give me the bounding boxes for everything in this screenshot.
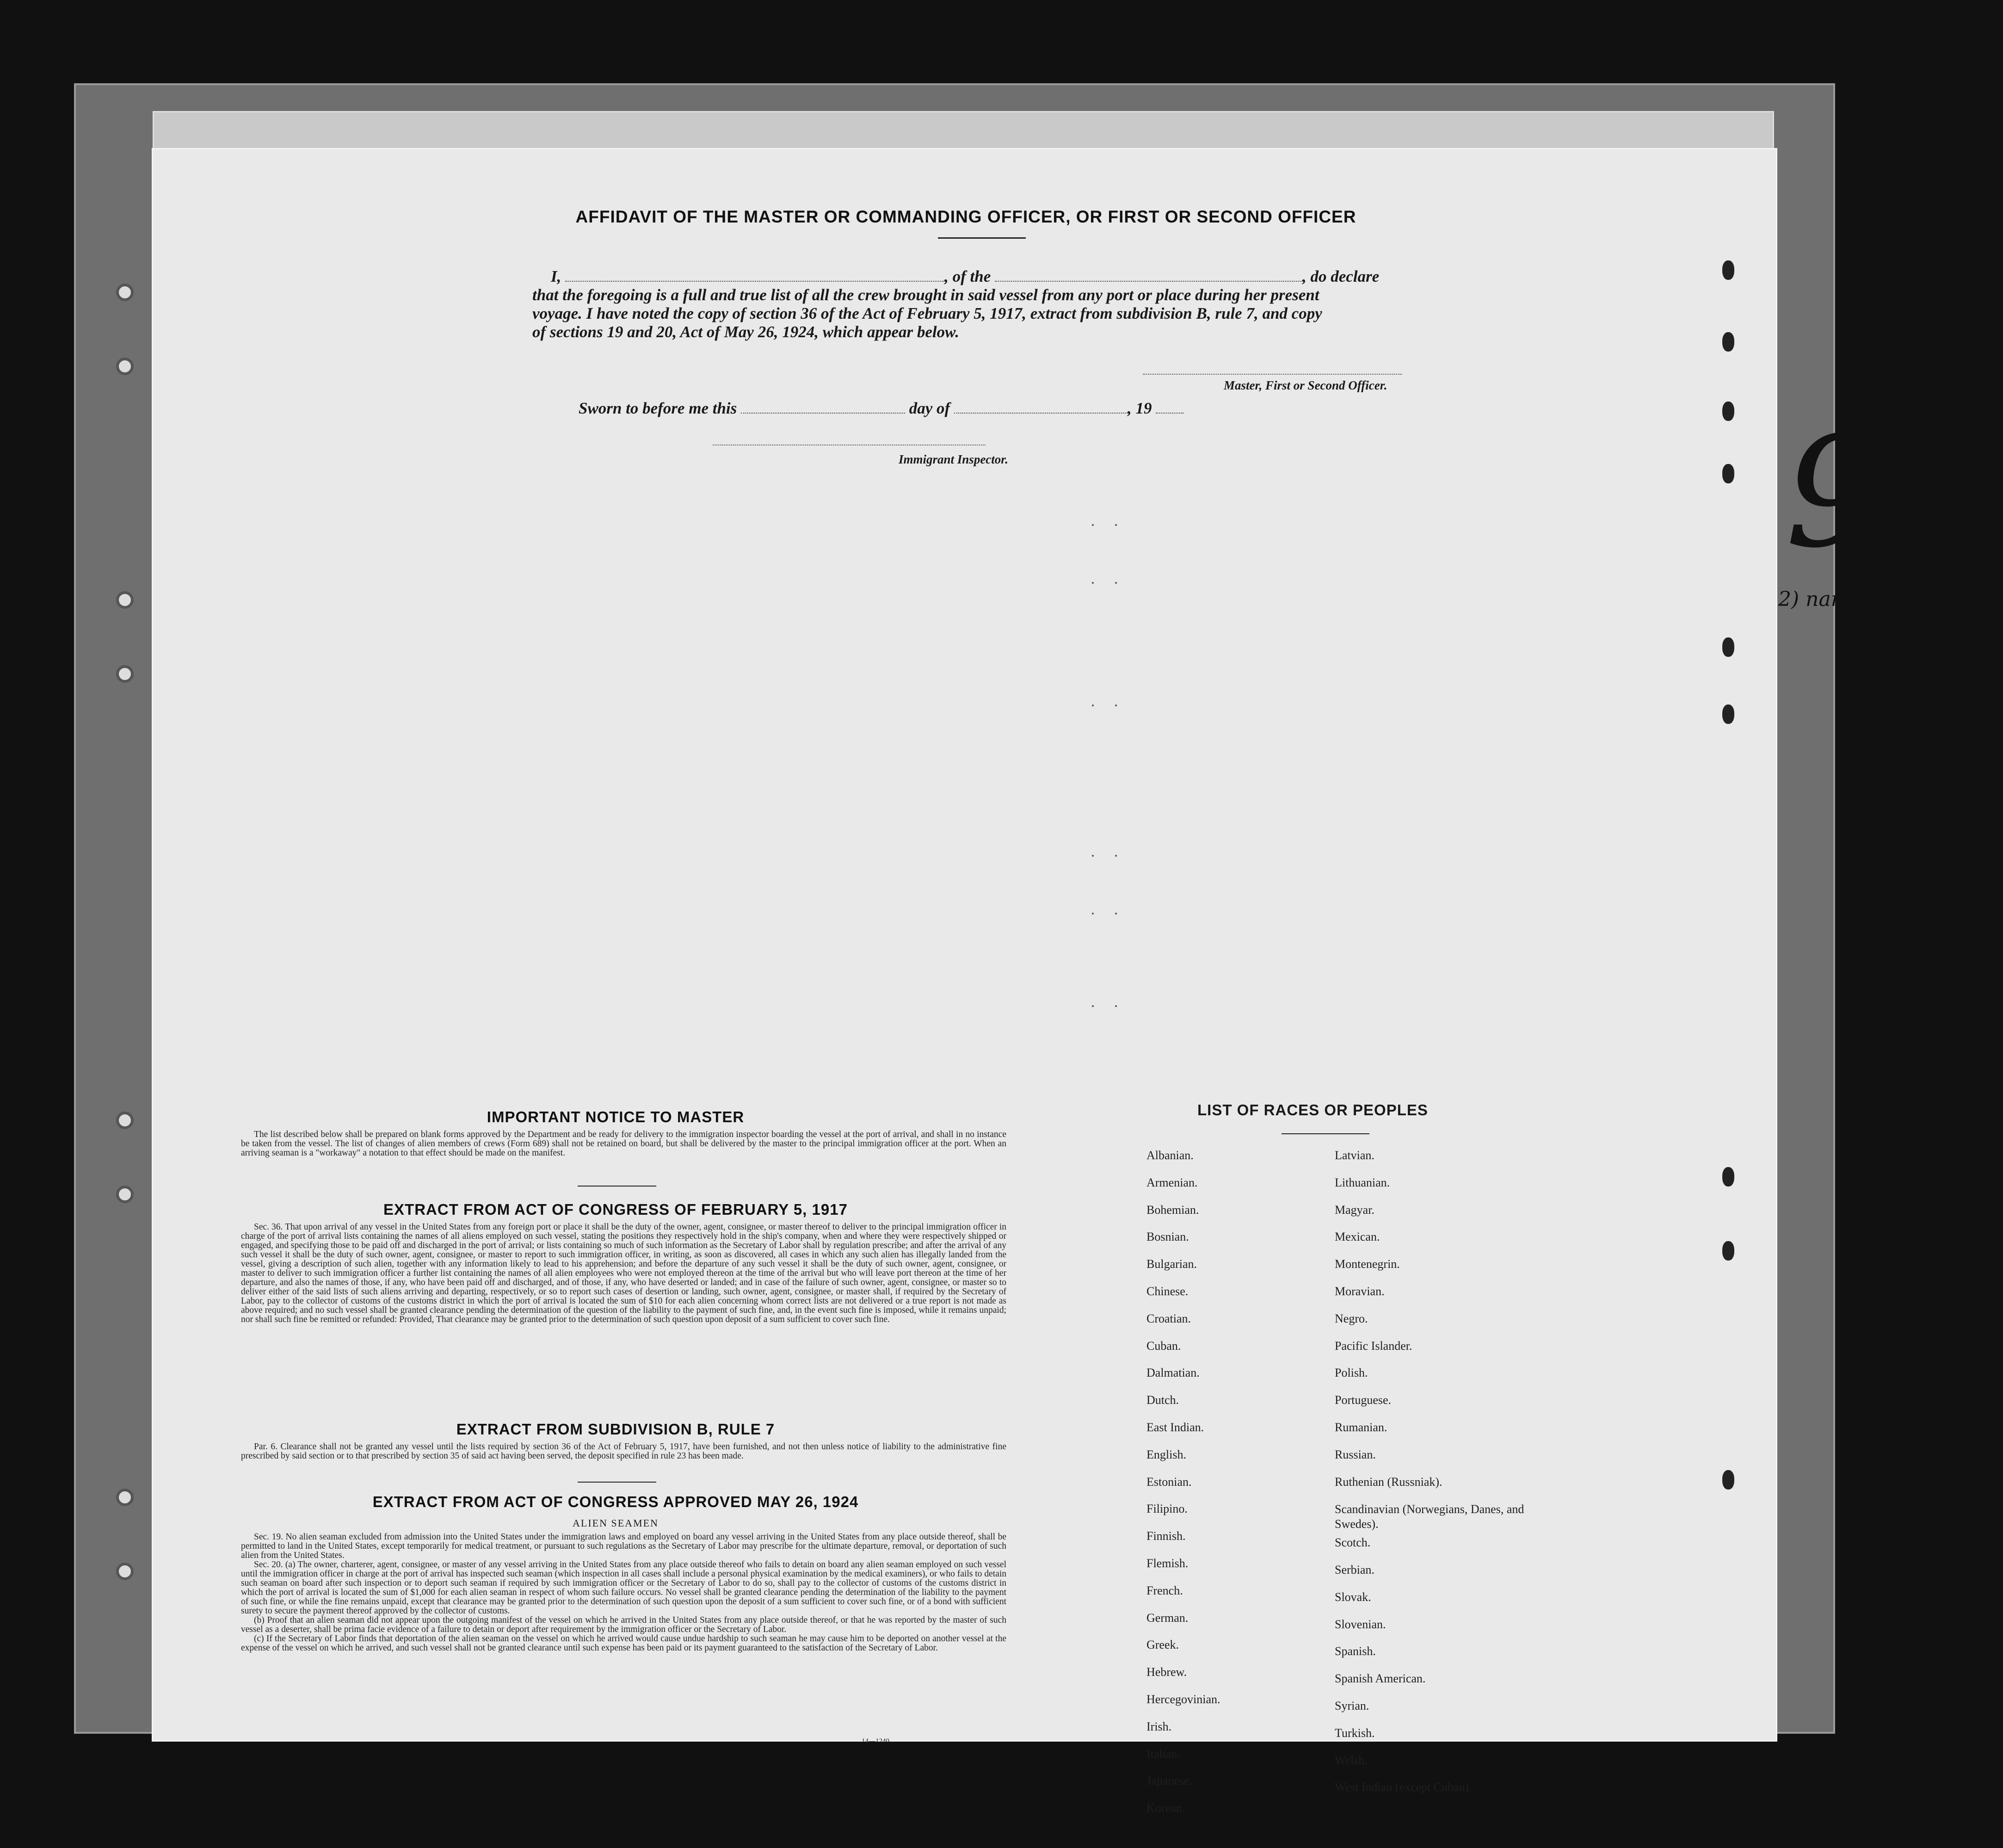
binder-clip [1722, 464, 1734, 483]
race-item: German. [1146, 1611, 1189, 1625]
race-item: Finnish. [1146, 1529, 1186, 1543]
race-item: Montenegrin. [1335, 1257, 1400, 1271]
race-item: Albanian. [1146, 1149, 1194, 1162]
race-item: Greek. [1146, 1638, 1179, 1651]
extract-1917-text [241, 1223, 1006, 1324]
master-signature-label: Master, First or Second Officer. [1224, 378, 1387, 392]
race-item: Lithuanian. [1335, 1176, 1390, 1189]
binder-clip [1722, 1241, 1734, 1261]
sworn-label: Sworn to before me this [579, 399, 737, 417]
page-speck [1092, 855, 1094, 857]
sworn-day-field[interactable] [741, 402, 905, 414]
sec-20b-paragraph: (b) Proof that an alien seaman did not appear upon the outgoing manifest of the vessel on which he arrived in the United States from any place outside thereof, or that he was reported by the master of such vessel as a deserter, shall be prima facie evidence of a failure to detain or deport after requirement by the immigration officer or the Secretary of Labor. [241, 1615, 1006, 1634]
race-item: Mexican. [1335, 1230, 1380, 1243]
page-speck [1092, 582, 1094, 584]
race-item: Armenian. [1146, 1176, 1198, 1189]
form-page [152, 148, 1777, 1815]
binder-clip [1722, 637, 1734, 657]
page-speck [1092, 1005, 1094, 1007]
race-item: Portuguese. [1335, 1393, 1392, 1407]
race-item: Japanese. [1146, 1774, 1192, 1787]
race-item: Italian. [1146, 1747, 1180, 1761]
race-item: Bulgarian. [1146, 1257, 1197, 1271]
race-item: Cuban. [1146, 1339, 1181, 1353]
sworn-line [579, 399, 1183, 418]
vessel-name-field[interactable] [995, 270, 1302, 282]
binder-hole [116, 358, 134, 375]
page-speck [1092, 913, 1094, 915]
extract-1924-text [241, 1533, 1006, 1653]
race-item: East Indian. [1146, 1421, 1204, 1434]
alien-seamen-subtitle: ALIEN SEAMEN [573, 1517, 659, 1529]
race-item: Russian. [1335, 1448, 1376, 1461]
page-speck [1092, 524, 1094, 526]
section-rule [578, 1482, 656, 1483]
affidavit-title: AFFIDAVIT OF THE MASTER OR COMMANDING OFFICER, OR FIRST OR SECOND OFFICER [575, 207, 1356, 226]
sworn-year-field[interactable] [1156, 402, 1183, 414]
page-speck [1115, 582, 1117, 584]
binder-clip [1722, 705, 1734, 724]
notice-paragraph: The list described below shall be prepared on blank forms approved by the Department and be ready for delivery to the immigration inspector boarding the vessel at the port of arrival, and shall in no instance be taken from the vessel. The list of changes of alien members of crews (Form 689) shall not be retained on board, but shall be delivered by the master to the principal immigration officer at the port. When an arriving seaman is a "workaway" a notation to that effect should be made on the manifest. [241, 1130, 1006, 1158]
binder-clip [1722, 402, 1734, 421]
race-item: Hebrew. [1146, 1665, 1187, 1679]
binder-clip [1722, 1470, 1734, 1490]
handwritten-note: 2) names [1778, 587, 1873, 611]
race-item: Irish. [1146, 1720, 1172, 1733]
race-item: Croatian. [1146, 1312, 1191, 1325]
race-item: Polish. [1335, 1366, 1368, 1379]
binder-hole [116, 591, 134, 609]
race-item: Bosnian. [1146, 1230, 1189, 1243]
race-item: Flemish. [1146, 1557, 1189, 1570]
sec-36-paragraph: Sec. 36. That upon arrival of any vessel in the United States from any foreign port or place it shall be the duty of the owner, agent, consignee, or master thereof to deliver to the principal immigration officer in charge of the port of arrival lists containing the names of all aliens employed on such vessel, stating the positions they respectively hold in the ship's company, when and where they were respectively shipped or engaged, and specifying those to be paid off and discharged in the port of arrival; or lists containing so much of such information as the Secretary of Labor shall by regulation prescribe; and after the arrival of any such vessel it shall be the duty of such owner, agent, consignee, or master to report to such immigration officer, in writing, as soon as discovered, all cases in which any such alien has illegally landed from the vessel, giving a description of such alien, together with any information likely to lead to his apprehension; and before the departure of any such vessel it shall be the duty of such owner, agent, consignee, or master to deliver to such immigration officer a further list containing the names of all alien employees who were not employed thereon at the time of the arrival but who will leave port thereon at the time of her departure, and also the names of those, if any, who have been paid off and discharged, and of those, if any, who have deserted or landed; and in case of the failure of such owner, agent, consignee, or master so to deliver either of the said lists of such aliens arriving and departing, respectively, or so to report such cases of desertion or landing, such owner, agent, consignee, or master shall, if required by the Secretary of Labor, pay to the collector of customs of the customs district in which the port of arrival is located the sum of $10 for each alien concerning whom correct lists are not delivered or a true report is not made as above required; and no such vessel shall be granted clearance pending the determination of the question of the liability to the payment of such fine, and, in the event such fine is imposed, while it remains unpaid; nor shall such fine be remitted or refunded: Provided, That clearance may be granted prior to the determination of such question upon deposit of a sum sufficient to cover such fine. [241, 1222, 1006, 1324]
master-signature-field[interactable] [1143, 374, 1402, 375]
race-item: Syrian. [1335, 1699, 1369, 1712]
page-speck [1092, 705, 1094, 706]
race-item: Magyar. [1335, 1203, 1374, 1217]
page-speck [1115, 855, 1117, 857]
declarant-name-field[interactable] [565, 270, 944, 282]
rule7-text [241, 1442, 1006, 1461]
race-item: Dalmatian. [1146, 1366, 1200, 1379]
binder-hole [116, 1563, 134, 1580]
inspector-signature-label: Immigrant Inspector. [899, 452, 1009, 466]
rule7-title: EXTRACT FROM SUBDIVISION B, RULE 7 [456, 1421, 775, 1438]
par-6-paragraph: Par. 6. Clearance shall not be granted any vessel until the lists required by section 36 of the Act of February 5, 1917, have been furnished, and not then unless notice of liability to the administrative fine prescribed by said section or to that prescribed by section 35 of said act having been served, the deposit specified in rule 23 has been made. [241, 1442, 1006, 1461]
handwritten-number: 9 [1785, 404, 1882, 581]
page-speck [1115, 913, 1117, 915]
race-item: Chinese. [1146, 1285, 1189, 1298]
race-item: Spanish. [1335, 1644, 1376, 1658]
declarant-label: I, [551, 267, 561, 285]
year-label: , 19 [1127, 399, 1152, 417]
race-item: Filipino. [1146, 1502, 1188, 1515]
race-item: Estonian. [1146, 1475, 1192, 1489]
binder-hole [116, 1186, 134, 1203]
race-item: Scotch. [1335, 1536, 1371, 1549]
sworn-month-field[interactable] [954, 402, 1128, 414]
binder-clip [1722, 332, 1734, 352]
notice-title: IMPORTANT NOTICE TO MASTER [487, 1108, 745, 1125]
race-item: Hercegovinian. [1146, 1693, 1220, 1706]
page-speck [1115, 705, 1117, 706]
extract-1917-title: EXTRACT FROM ACT OF CONGRESS OF FEBRUARY 5, 1917 [383, 1201, 848, 1218]
extract-1924-title: EXTRACT FROM ACT OF CONGRESS APPROVED MAY 26, 1924 [372, 1493, 859, 1510]
declaration-line-2: that the foregoing is a full and true list of all the crew brought in said vessel from any port or place during her present [532, 286, 1319, 304]
binder-hole [116, 665, 134, 683]
race-item: Spanish American. [1335, 1672, 1426, 1685]
race-item: Rumanian. [1335, 1421, 1387, 1434]
notice-text [241, 1130, 1006, 1158]
race-item: Turkish. [1335, 1726, 1375, 1740]
race-item: Korean. [1146, 1801, 1185, 1815]
race-item: French. [1146, 1584, 1183, 1597]
race-item: Ruthenian (Russniak). [1335, 1475, 1442, 1489]
binder-hole [116, 284, 134, 301]
race-item: Moravian. [1335, 1285, 1385, 1298]
declaration-line-1 [551, 267, 1379, 286]
races-title: LIST OF RACES OR PEOPLES [1197, 1101, 1428, 1119]
binder-clip [1722, 260, 1734, 280]
race-item: English. [1146, 1448, 1186, 1461]
sec-20a-paragraph: Sec. 20. (a) The owner, charterer, agent, consignee, or master of any vessel arriving in the United States from any place outside thereof who fails to detain on board any alien seaman employed on such vessel until the immigration officer in charge at the port of arrival has inspected such seaman (which inspection in all cases shall include a personal physical examination by the medical examiners), or who fails to detain such seaman on board after such inspection or to deport such seaman if required by such immigration officer or the Secretary of Labor to do so, shall pay to the collector of customs of the customs district in which the port of arrival is located the sum of $1,000 for each alien seaman in respect of whom such failure occurs. No vessel shall be granted clearance pending the determination of the liability to the payment of such fine, or while the fine remains unpaid, except that clearance may be granted prior to the determination of such question upon the deposit of a sum sufficient to cover such fine, or of a bond with sufficient surety to secure the payment thereof approved by the collector of customs. [241, 1560, 1006, 1616]
race-item: West Indian (except Cuban). [1335, 1780, 1472, 1794]
binder-clip [1722, 1167, 1734, 1187]
page-speck [1115, 524, 1117, 526]
race-item: Slovak. [1335, 1590, 1371, 1604]
page-speck [1115, 1005, 1117, 1007]
race-item: Serbian. [1335, 1563, 1374, 1576]
day-of-label: day of [909, 399, 950, 417]
race-item: Negro. [1335, 1312, 1368, 1325]
declare-label: , do declare [1302, 267, 1380, 285]
vessel-label: , of the [944, 267, 991, 285]
section-rule [578, 1186, 656, 1187]
race-item: Dutch. [1146, 1393, 1179, 1407]
declaration-line-4: of sections 19 and 20, Act of May 26, 1924, which appear below. [532, 323, 959, 341]
declaration-line-3: voyage. I have noted the copy of section 36 of the Act of February 5, 1917, extract from subdivision B, rule 7, and copy [532, 304, 1322, 322]
sec-19-paragraph: Sec. 19. No alien seaman excluded from admission into the United States under the immigration laws and employed on board any vessel arriving in the United States from any place outside thereof, shall be permitted to land in the United States, except temporarily for medical treatment, or pursuant to such regulations as the Secretary of Labor may prescribe for the ultimate departure, removal, or deportation of such alien from the United States. [241, 1532, 1006, 1560]
race-item: Scandinavian (Norwegians, Danes, and Swedes). [1335, 1502, 1524, 1531]
race-item: Slovenian. [1335, 1618, 1386, 1631]
race-item: Bohemian. [1146, 1203, 1199, 1217]
binder-hole [116, 1489, 134, 1506]
race-item: Welsh. [1335, 1754, 1368, 1767]
title-rule [938, 237, 1026, 239]
binder-hole [116, 1112, 134, 1129]
race-item: Pacific Islander. [1335, 1339, 1412, 1353]
form-number: 14—1240 [862, 1737, 889, 1745]
race-item: Latvian. [1335, 1149, 1374, 1162]
races-title-rule [1282, 1133, 1369, 1134]
sec-20c-paragraph: (c) If the Secretary of Labor finds that deportation of the alien seaman on the vessel on which he arrived would cause undue hardship to such seaman he may cause him to be deported on another vessel at the expense of the vessel on which he arrived, and such vessel shall not be granted clearance until such expense has been paid or its payment guaranteed to the satisfaction of the Secretary of Labor. [241, 1634, 1006, 1653]
